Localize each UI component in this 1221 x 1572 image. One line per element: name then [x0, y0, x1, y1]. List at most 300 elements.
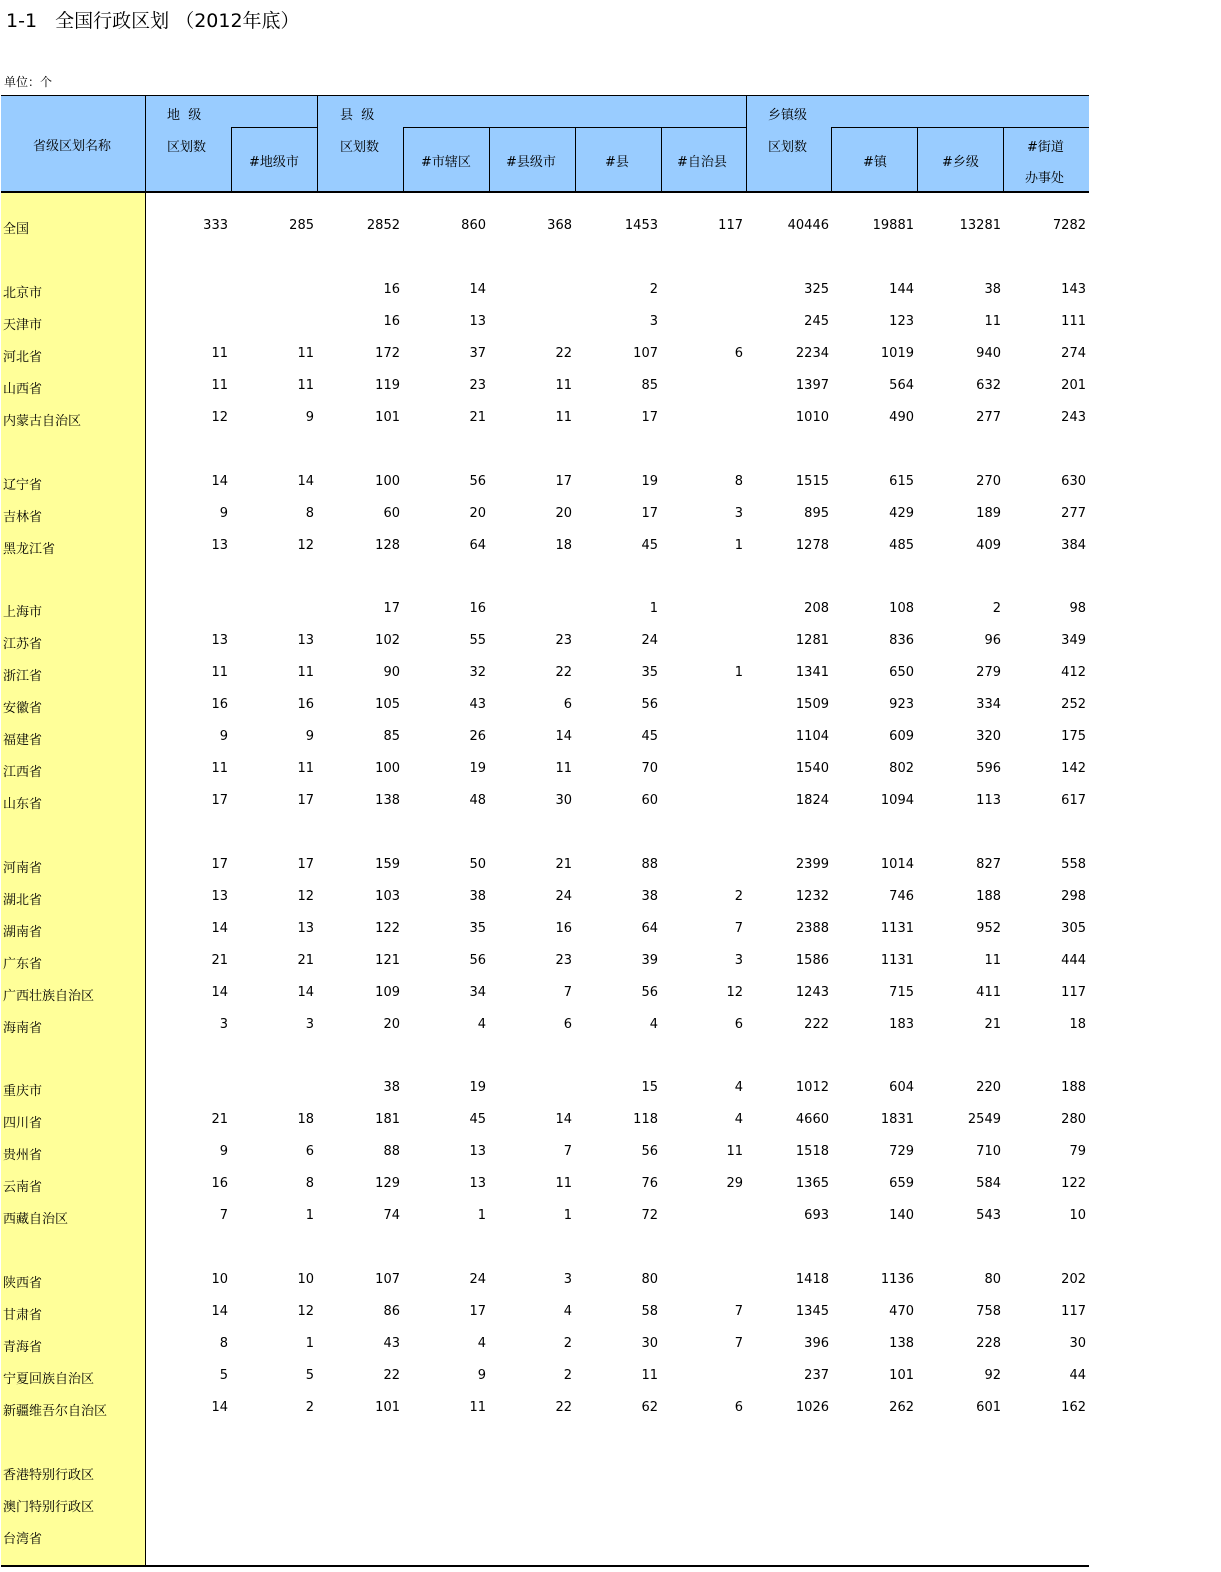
- row-cell: 58: [641, 1304, 658, 1319]
- row-cell: 952: [976, 921, 1001, 936]
- row-cell: 1026: [795, 1400, 829, 1415]
- row-cell: 22: [383, 1368, 400, 1383]
- row-name: 天津市: [3, 318, 43, 333]
- row-cell: 1586: [795, 953, 829, 968]
- row-cell: 2234: [795, 346, 829, 361]
- row-name: 山西省: [3, 382, 43, 397]
- unit-label: 单位：个: [4, 75, 53, 89]
- row-cell: 1341: [795, 665, 829, 680]
- row-cell: 86: [383, 1304, 400, 1319]
- row-cell: 39: [641, 953, 658, 968]
- row-cell: 140: [889, 1208, 914, 1223]
- row-cell: 123: [889, 314, 914, 329]
- row-cell: 64: [469, 538, 486, 553]
- row-cell: 122: [1061, 1176, 1086, 1191]
- row-cell: 30: [1069, 1336, 1086, 1351]
- row-cell: 630: [1061, 474, 1086, 489]
- row-cell: 384: [1061, 538, 1086, 553]
- row-cell: 3: [563, 1272, 572, 1287]
- page-title: 1-1 全国行政区划 （2012年底）: [6, 10, 300, 32]
- row-cell: 96: [984, 633, 1001, 648]
- row-cell: 9: [219, 506, 228, 521]
- header-prefecture-count: 区划数: [167, 140, 207, 155]
- row-cell: 940: [976, 346, 1001, 361]
- row-cell: 320: [976, 729, 1001, 744]
- row-cell: 14: [469, 282, 486, 297]
- table-header: [1, 95, 1089, 192]
- row-cell: 189: [976, 506, 1001, 521]
- row-cell: 144: [889, 282, 914, 297]
- row-cell: 11: [297, 761, 314, 776]
- row-cell: 45: [641, 538, 658, 553]
- row-cell: 159: [375, 857, 400, 872]
- table-row: [0, 1174, 1090, 1194]
- header-divider: [489, 127, 490, 192]
- row-cell: 13: [297, 921, 314, 936]
- table-row: [0, 1334, 1090, 1354]
- row-cell: 24: [555, 889, 572, 904]
- row-name: 西藏自治区: [3, 1212, 69, 1227]
- row-cell: 17: [211, 793, 228, 808]
- row-cell: 9: [219, 1144, 228, 1159]
- row-cell: 7282: [1052, 218, 1086, 233]
- row-cell: 102: [375, 633, 400, 648]
- row-cell: 262: [889, 1400, 914, 1415]
- row-cell: 101: [375, 410, 400, 425]
- row-cell: 12: [211, 410, 228, 425]
- row-cell: 11: [555, 410, 572, 425]
- row-cell: 650: [889, 665, 914, 680]
- row-cell: 43: [469, 697, 486, 712]
- row-cell: 2: [563, 1368, 572, 1383]
- row-cell: 2549: [967, 1112, 1001, 1127]
- row-cell: 10: [1069, 1208, 1086, 1223]
- row-cell: 609: [889, 729, 914, 744]
- row-cell: 72: [641, 1208, 658, 1223]
- row-cell: 1540: [795, 761, 829, 776]
- row-cell: 188: [976, 889, 1001, 904]
- row-cell: 108: [889, 601, 914, 616]
- row-name: 北京市: [3, 286, 43, 301]
- header-divider: [917, 127, 918, 192]
- row-cell: 11: [297, 665, 314, 680]
- row-name: 江西省: [3, 765, 43, 780]
- row-cell: 118: [633, 1112, 658, 1127]
- row-cell: 128: [375, 538, 400, 553]
- row-name: 海南省: [3, 1021, 43, 1036]
- header-divider: [317, 95, 318, 192]
- row-cell: 243: [1061, 410, 1086, 425]
- row-cell: 98: [1069, 601, 1086, 616]
- row-cell: 3: [734, 506, 743, 521]
- header-divider: [746, 95, 747, 192]
- row-cell: 142: [1061, 761, 1086, 776]
- row-cell: 8: [734, 474, 743, 489]
- table-row: [0, 1462, 1090, 1482]
- row-cell: 444: [1061, 953, 1086, 968]
- row-cell: 895: [804, 506, 829, 521]
- row-cell: 12: [297, 1304, 314, 1319]
- row-cell: 80: [641, 1272, 658, 1287]
- header-town: #镇: [863, 155, 887, 170]
- row-cell: 584: [976, 1176, 1001, 1191]
- table-row: [0, 951, 1090, 971]
- row-cell: 162: [1061, 1400, 1086, 1415]
- row-cell: 1831: [880, 1112, 914, 1127]
- row-name: 重庆市: [3, 1084, 43, 1099]
- row-cell: 56: [641, 1144, 658, 1159]
- row-cell: 181: [375, 1112, 400, 1127]
- header-township-count: 区划数: [768, 140, 808, 155]
- row-cell: 1: [477, 1208, 486, 1223]
- row-cell: 90: [383, 665, 400, 680]
- row-cell: 23: [469, 378, 486, 393]
- row-name: 福建省: [3, 733, 43, 748]
- row-cell: 30: [641, 1336, 658, 1351]
- table-row: [0, 1110, 1090, 1130]
- row-cell: 208: [804, 601, 829, 616]
- row-cell: 2: [649, 282, 658, 297]
- row-cell: 70: [641, 761, 658, 776]
- row-cell: 202: [1061, 1272, 1086, 1287]
- row-cell: 277: [1061, 506, 1086, 521]
- row-cell: 6: [563, 697, 572, 712]
- row-cell: 101: [375, 1400, 400, 1415]
- row-cell: 38: [641, 889, 658, 904]
- row-cell: 12: [297, 889, 314, 904]
- row-name: 江苏省: [3, 637, 43, 652]
- row-cell: 1131: [880, 953, 914, 968]
- row-cell: 1515: [795, 474, 829, 489]
- row-name: 台湾省: [3, 1532, 43, 1547]
- row-cell: 103: [375, 889, 400, 904]
- row-cell: 1518: [795, 1144, 829, 1159]
- row-cell: 16: [469, 601, 486, 616]
- row-name: 黑龙江省: [3, 542, 56, 557]
- row-cell: 60: [383, 506, 400, 521]
- table-row: [0, 1398, 1090, 1418]
- row-cell: 601: [976, 1400, 1001, 1415]
- row-cell: 3: [219, 1017, 228, 1032]
- row-name: 广东省: [3, 957, 43, 972]
- row-cell: 85: [383, 729, 400, 744]
- row-cell: 7: [563, 985, 572, 1000]
- row-cell: 17: [383, 601, 400, 616]
- row-cell: 32: [469, 665, 486, 680]
- row-cell: 105: [375, 697, 400, 712]
- table-row: [0, 631, 1090, 651]
- row-cell: 11: [555, 378, 572, 393]
- row-cell: 334: [976, 697, 1001, 712]
- header-county-city: #县级市: [506, 155, 556, 170]
- row-cell: 19: [469, 1080, 486, 1095]
- header-autonomous-county: #自治县: [677, 155, 727, 170]
- row-name: 陕西省: [3, 1276, 43, 1291]
- row-cell: 4: [477, 1017, 486, 1032]
- row-cell: 109: [375, 985, 400, 1000]
- row-cell: 201: [1061, 378, 1086, 393]
- header-subdistrict-line1: #街道: [1027, 140, 1064, 155]
- row-cell: 14: [211, 474, 228, 489]
- table-row: [0, 1015, 1090, 1035]
- row-cell: 34: [469, 985, 486, 1000]
- row-name: 内蒙古自治区: [3, 414, 82, 429]
- row-cell: 24: [469, 1272, 486, 1287]
- row-cell: 35: [641, 665, 658, 680]
- row-cell: 9: [477, 1368, 486, 1383]
- row-cell: 92: [984, 1368, 1001, 1383]
- row-cell: 19881: [872, 218, 914, 233]
- row-cell: 617: [1061, 793, 1086, 808]
- header-bottom-border: [1, 191, 1089, 193]
- row-cell: 175: [1061, 729, 1086, 744]
- table-row: [0, 663, 1090, 683]
- row-cell: 138: [375, 793, 400, 808]
- row-cell: 17: [297, 857, 314, 872]
- row-cell: 30: [555, 793, 572, 808]
- row-cell: 17: [641, 410, 658, 425]
- table-row: [0, 408, 1090, 428]
- row-cell: 1345: [795, 1304, 829, 1319]
- row-cell: 305: [1061, 921, 1086, 936]
- row-cell: 38: [984, 282, 1001, 297]
- row-cell: 14: [297, 985, 314, 1000]
- row-cell: 245: [804, 314, 829, 329]
- row-cell: 113: [976, 793, 1001, 808]
- row-cell: 117: [718, 218, 743, 233]
- row-cell: 1: [305, 1336, 314, 1351]
- row-cell: 280: [1061, 1112, 1086, 1127]
- row-cell: 16: [555, 921, 572, 936]
- row-cell: 923: [889, 697, 914, 712]
- row-name: 吉林省: [3, 510, 43, 525]
- row-cell: 43: [383, 1336, 400, 1351]
- table-row: [0, 887, 1090, 907]
- row-cell: 18: [555, 538, 572, 553]
- row-cell: 615: [889, 474, 914, 489]
- row-cell: 2399: [795, 857, 829, 872]
- row-name: 辽宁省: [3, 478, 43, 493]
- row-cell: 285: [289, 218, 314, 233]
- row-cell: 11: [211, 346, 228, 361]
- row-cell: 60: [641, 793, 658, 808]
- header-divider: [403, 127, 404, 192]
- row-cell: 298: [1061, 889, 1086, 904]
- row-cell: 13: [297, 633, 314, 648]
- row-cell: 11: [984, 314, 1001, 329]
- row-cell: 35: [469, 921, 486, 936]
- row-cell: 237: [804, 1368, 829, 1383]
- row-cell: 860: [461, 218, 486, 233]
- header-sub-border: [231, 127, 317, 128]
- row-cell: 14: [211, 985, 228, 1000]
- row-cell: 1: [734, 665, 743, 680]
- row-cell: 17: [641, 506, 658, 521]
- row-cell: 56: [469, 953, 486, 968]
- row-cell: 252: [1061, 697, 1086, 712]
- row-cell: 368: [547, 218, 572, 233]
- header-divider: [1003, 127, 1004, 192]
- row-cell: 19: [641, 474, 658, 489]
- table-row: [0, 504, 1090, 524]
- row-cell: 11: [555, 761, 572, 776]
- row-cell: 88: [641, 857, 658, 872]
- row-cell: 827: [976, 857, 1001, 872]
- row-cell: 710: [976, 1144, 1001, 1159]
- row-cell: 13: [211, 633, 228, 648]
- row-cell: 6: [734, 1017, 743, 1032]
- row-cell: 7: [563, 1144, 572, 1159]
- table-row: [0, 1494, 1090, 1514]
- table-bottom-border: [1, 1565, 1089, 1567]
- row-name: 湖北省: [3, 893, 43, 908]
- row-cell: 9: [219, 729, 228, 744]
- row-cell: 79: [1069, 1144, 1086, 1159]
- row-cell: 277: [976, 410, 1001, 425]
- row-name: 云南省: [3, 1180, 43, 1195]
- row-cell: 1019: [880, 346, 914, 361]
- row-cell: 5: [219, 1368, 228, 1383]
- table-row: [0, 1270, 1090, 1290]
- table-row: [0, 759, 1090, 779]
- row-name: 宁夏回族自治区: [3, 1372, 95, 1387]
- row-cell: 64: [641, 921, 658, 936]
- row-cell: 6: [734, 346, 743, 361]
- row-cell: 100: [375, 474, 400, 489]
- row-cell: 14: [211, 921, 228, 936]
- row-cell: 4: [563, 1304, 572, 1319]
- row-cell: 22: [555, 346, 572, 361]
- row-cell: 604: [889, 1080, 914, 1095]
- row-cell: 1278: [795, 538, 829, 553]
- row-cell: 411: [976, 985, 1001, 1000]
- row-cell: 101: [889, 1368, 914, 1383]
- row-cell: 6: [563, 1017, 572, 1032]
- row-name: 河南省: [3, 861, 43, 876]
- row-cell: 1: [734, 538, 743, 553]
- table-row: [0, 312, 1090, 332]
- row-cell: 396: [804, 1336, 829, 1351]
- row-name: 山东省: [3, 797, 43, 812]
- row-cell: 1365: [795, 1176, 829, 1191]
- row-cell: 16: [211, 697, 228, 712]
- row-cell: 2: [305, 1400, 314, 1415]
- row-cell: 56: [469, 474, 486, 489]
- row-cell: 632: [976, 378, 1001, 393]
- row-cell: 746: [889, 889, 914, 904]
- row-name: 安徽省: [3, 701, 43, 716]
- table-row: [0, 1366, 1090, 1386]
- header-township-group: 乡镇级: [768, 108, 808, 123]
- table-row: [0, 1302, 1090, 1322]
- row-name: 香港特别行政区: [3, 1468, 95, 1483]
- row-cell: 2: [563, 1336, 572, 1351]
- row-cell: 13281: [959, 218, 1001, 233]
- row-cell: 17: [297, 793, 314, 808]
- row-cell: 8: [305, 1176, 314, 1191]
- row-cell: 17: [469, 1304, 486, 1319]
- table-row: [0, 599, 1090, 619]
- row-cell: 3: [734, 953, 743, 968]
- row-cell: 88: [383, 1144, 400, 1159]
- table-row: [0, 472, 1090, 492]
- row-cell: 11: [555, 1176, 572, 1191]
- table-row: [0, 983, 1090, 1003]
- row-name: 河北省: [3, 350, 43, 365]
- row-cell: 50: [469, 857, 486, 872]
- row-cell: 1014: [880, 857, 914, 872]
- row-cell: 7: [734, 921, 743, 936]
- header-county: #县: [605, 155, 629, 170]
- row-cell: 4: [477, 1336, 486, 1351]
- row-cell: 48: [469, 793, 486, 808]
- row-cell: 802: [889, 761, 914, 776]
- row-cell: 117: [1061, 1304, 1086, 1319]
- row-cell: 21: [297, 953, 314, 968]
- table-row: [0, 791, 1090, 811]
- row-cell: 11: [297, 378, 314, 393]
- row-cell: 44: [1069, 1368, 1086, 1383]
- row-name: 全国: [3, 222, 30, 237]
- row-cell: 274: [1061, 346, 1086, 361]
- row-cell: 11: [211, 378, 228, 393]
- row-cell: 38: [383, 1080, 400, 1095]
- row-cell: 9: [305, 410, 314, 425]
- header-divider: [231, 127, 232, 192]
- row-cell: 490: [889, 410, 914, 425]
- row-cell: 6: [734, 1400, 743, 1415]
- row-cell: 10: [297, 1272, 314, 1287]
- row-cell: 409: [976, 538, 1001, 553]
- row-cell: 1012: [795, 1080, 829, 1095]
- row-cell: 21: [211, 1112, 228, 1127]
- row-cell: 429: [889, 506, 914, 521]
- row-name: 新疆维吾尔自治区: [3, 1404, 108, 1419]
- row-cell: 13: [469, 314, 486, 329]
- row-cell: 15: [641, 1080, 658, 1095]
- row-name: 甘肃省: [3, 1308, 43, 1323]
- table-row: [0, 1206, 1090, 1226]
- row-cell: 222: [804, 1017, 829, 1032]
- row-cell: 56: [641, 985, 658, 1000]
- row-cell: 13: [469, 1144, 486, 1159]
- header-prefecture-city: #地级市: [249, 155, 299, 170]
- row-cell: 11: [297, 346, 314, 361]
- header-divider: [145, 95, 146, 192]
- row-cell: 143: [1061, 282, 1086, 297]
- row-cell: 11: [211, 665, 228, 680]
- table-row: [0, 216, 1090, 236]
- row-cell: 1243: [795, 985, 829, 1000]
- row-cell: 11: [469, 1400, 486, 1415]
- row-cell: 22: [555, 1400, 572, 1415]
- row-cell: 14: [211, 1400, 228, 1415]
- row-cell: 8: [219, 1336, 228, 1351]
- row-cell: 12: [297, 538, 314, 553]
- row-cell: 228: [976, 1336, 1001, 1351]
- row-name: 澳门特别行政区: [3, 1500, 95, 1515]
- row-cell: 13: [211, 889, 228, 904]
- row-cell: 19: [469, 761, 486, 776]
- row-cell: 470: [889, 1304, 914, 1319]
- row-cell: 1136: [880, 1272, 914, 1287]
- row-cell: 16: [211, 1176, 228, 1191]
- table-row: [0, 727, 1090, 747]
- row-cell: 20: [383, 1017, 400, 1032]
- row-cell: 17: [555, 474, 572, 489]
- row-cell: 38: [469, 889, 486, 904]
- row-cell: 11: [641, 1368, 658, 1383]
